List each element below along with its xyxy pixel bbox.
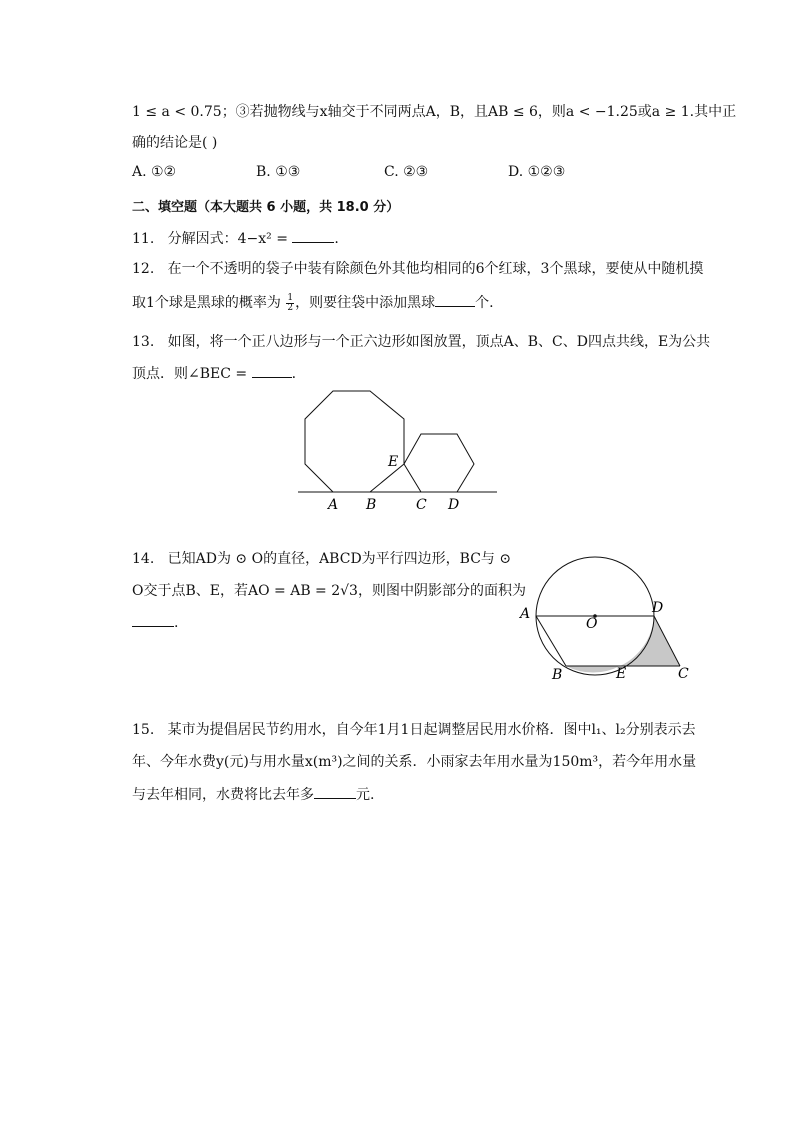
q13-octagon (305, 391, 404, 492)
q14-label-e: E (616, 666, 627, 682)
q11-end: . (334, 231, 339, 247)
q13-label-a: A (328, 497, 339, 513)
q14-figure (514, 548, 694, 683)
q13-label-d: D (448, 497, 460, 513)
q14-answer-blank[interactable] (132, 612, 174, 627)
q14-end: . (174, 615, 179, 631)
q13-line1 (132, 331, 710, 353)
section-title: 二、填空题（本大题共 6 小题，共 18.0 分） (132, 200, 400, 215)
q14-label-d: D (652, 600, 664, 616)
q15-end: 元. (356, 787, 375, 803)
q15-line3 (132, 784, 374, 806)
q12-fraction-den: 2 (287, 302, 294, 313)
q14-side-ab (536, 616, 566, 666)
q14-label-c: C (678, 666, 689, 682)
q10-option-a[interactable]: A. ①② (132, 164, 177, 180)
q10-option-c[interactable]: C. ②③ (384, 164, 429, 180)
q12-line2 (132, 292, 494, 314)
q14-line3 (132, 612, 178, 634)
q13-hexagon (404, 434, 474, 492)
q15-line2: 年、今年水费y(元)与用水量x(m³)之间的关系．小雨家去年用水量为150m³，若今年用水量 (132, 754, 697, 770)
q11-text: 分解因式：4−x² = (167, 231, 288, 247)
q14-text-1: 已知AD为 ⊙ O的直径，ABCD为平行四边形，BC与 ⊙ (167, 551, 512, 567)
q10-line1: 1 ≤ a < 0.75；③若抛物线与x轴交于不同两点A，B，且AB ≤ 6，则a < −1.25或a ≥ 1.其中正 (132, 104, 737, 120)
q12-fraction (286, 294, 294, 313)
q11-answer-blank[interactable] (292, 228, 334, 243)
q12-answer-blank[interactable] (435, 292, 475, 307)
q14-line1 (132, 548, 511, 570)
q14-label-o: O (586, 616, 598, 632)
q15-line1 (132, 719, 696, 741)
q15-answer-blank[interactable] (314, 784, 356, 799)
q12-text-1: 在一个不透明的袋子中装有除颜色外其他均相同的6个红球，3个黑球，要使从中随机摸 (167, 261, 704, 277)
q12-number: 12. (132, 261, 155, 277)
q13-text-2: 顶点．则∠BEC = (132, 366, 248, 382)
q12-text-4: 个. (475, 295, 494, 311)
q15-text-3: 与去年相同，水费将比去年多 (132, 787, 314, 803)
q13-label-c: C (416, 497, 427, 513)
q13-line2 (132, 363, 296, 385)
q12-line1 (132, 258, 703, 280)
q14-number: 14. (132, 551, 155, 567)
q13-answer-blank[interactable] (252, 363, 292, 378)
q10-option-b[interactable]: B. ①③ (256, 164, 301, 180)
q15-text-1: 某市为提倡居民节约用水，自今年1月1日起调整居民用水价格．图中l₁、l₂分别表示去 (167, 722, 696, 738)
q13-number: 13. (132, 334, 155, 350)
q13-label-e: E (388, 454, 399, 470)
q13-label-b: B (366, 497, 377, 513)
q10-line2: 确的结论是( ) (132, 135, 218, 151)
q12-text-3: ，则要往袋中添加黑球 (295, 295, 436, 311)
q12-fraction-num: 1 (287, 292, 294, 303)
q12-text-2: 取1个球是黑球的概率为 (132, 295, 281, 311)
q14-shaded-segment-right (620, 616, 680, 666)
q10-option-d[interactable]: D. ①②③ (508, 164, 566, 180)
q14-line2: O交于点B、E，若AO = AB = 2√3，则图中阴影部分的面积为 (132, 583, 526, 599)
q15-number: 15. (132, 722, 155, 738)
q14-label-b: B (552, 667, 563, 683)
q13-figure (296, 388, 501, 513)
q11 (132, 228, 339, 250)
q14-label-a: A (520, 606, 531, 622)
q13-text-1: 如图，将一个正八边形与一个正六边形如图放置，顶点A、B、C、D四点共线，E为公共 (167, 334, 711, 350)
q11-number: 11. (132, 231, 155, 247)
q13-end: . (291, 366, 297, 382)
